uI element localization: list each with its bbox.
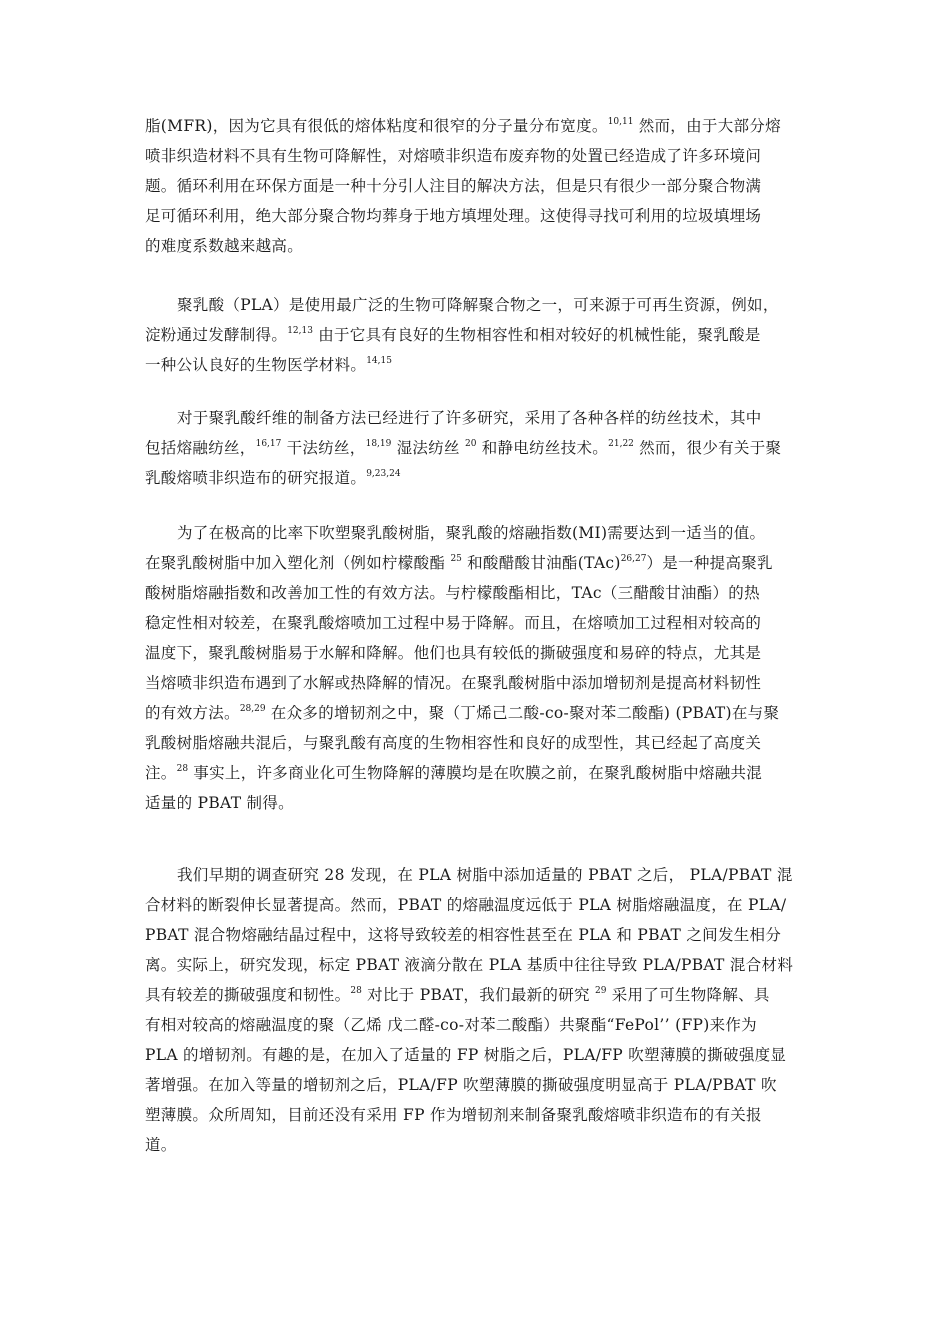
paragraph-1 (145, 111, 810, 261)
text-line (145, 638, 810, 668)
line-text: 具有较差的撕破强度和韧性。 (145, 986, 351, 1004)
text-line (145, 950, 810, 980)
text-line (145, 201, 810, 231)
line-text: 的有效方法。 (145, 704, 240, 722)
text-line (145, 578, 810, 608)
citation-superscript: 28 (176, 764, 189, 774)
text-line (145, 890, 810, 920)
citation-superscript: 26,27 (620, 554, 647, 564)
line-text: 题。循环利用在环保方面是一种十分引人注目的解决方法，但是只有很少一部分聚合物满 (145, 177, 762, 195)
line-text: 乳酸熔喷非织造布的研究报道。 (145, 469, 367, 487)
text-line (145, 518, 810, 548)
citation-superscript: 9,23,24 (366, 469, 401, 479)
text-line (145, 350, 810, 380)
text-line (145, 728, 810, 758)
citation-superscript: 18,19 (365, 439, 392, 449)
line-text: 然而，由于大部分熔 (633, 117, 781, 135)
line-text: 当熔喷非织造布遇到了水解或热降解的情况。在聚乳酸树脂中添加增韧剂是提高材料韧性 (145, 674, 762, 692)
text-line (145, 1040, 810, 1070)
line-text: 对比于 PBAT，我们最新的研究 (361, 986, 596, 1004)
citation-superscript: 12,13 (287, 326, 313, 336)
text-line (145, 433, 810, 463)
line-text: 由于它具有良好的生物相容性和相对较好的机械性能，聚乳酸是 (312, 326, 761, 344)
text-line (145, 860, 810, 890)
paragraph-2 (145, 290, 810, 380)
text-line (145, 403, 810, 433)
line-text: 淀粉通过发酵制得。 (145, 326, 288, 344)
citation-superscript: 20 (465, 439, 477, 449)
line-text: 乳酸树脂熔融共混后，与聚乳酸有高度的生物相容性和良好的成型性，其已经起了高度关 (145, 734, 762, 752)
line-text: PLA 的增韧剂。有趣的是，在加入了适量的 FP 树脂之后，PLA/FP 吹塑薄膜的撕破强度显 (145, 1046, 787, 1064)
text-line (145, 1130, 810, 1160)
paragraph-3 (145, 403, 810, 493)
text-line (145, 608, 810, 638)
text-line (145, 980, 810, 1010)
paragraph-5 (145, 860, 810, 1160)
line-text: 离。实际上，研究发现，标定 PBAT 液滴分散在 PLA 基质中往往导致 PLA/PBAT 混合材料 (145, 956, 794, 974)
line-text: 包括熔融纺丝， (145, 439, 256, 457)
text-line (145, 758, 810, 788)
line-text: 足可循环利用，绝大部分聚合物均葬身于地方填埋处理。这使得寻找可利用的垃圾填埋场 (145, 207, 762, 225)
text-line (145, 111, 810, 141)
line-text: 一种公认良好的生物医学材料。 (145, 356, 367, 374)
citation-superscript: 21,22 (608, 439, 634, 449)
citation-superscript: 16,17 (255, 439, 282, 449)
text-line (145, 788, 810, 818)
line-text: 喷非织造材料不具有生物可降解性，对熔喷非织造布废弃物的处置已经造成了许多环境问 (145, 147, 762, 165)
text-line (145, 1010, 810, 1040)
text-line (145, 231, 810, 261)
line-text: 干法纺丝， (281, 439, 366, 457)
line-text: 在聚乳酸树脂中加入塑化剂（例如柠檬酸酯 (145, 554, 451, 572)
text-line (145, 698, 810, 728)
line-text: 然而，很少有关于聚 (633, 439, 782, 457)
line-text: 著增强。在加入等量的增韧剂之后，PLA/FP 吹塑薄膜的撕破强度明显高于 PLA/PBAT 吹 (145, 1076, 777, 1094)
text-line (145, 171, 810, 201)
line-text: 有相对较高的熔融温度的聚（乙烯 戊二醛-co-对苯二酸酯）共聚酯“FePol’’ (FP)来作为 (145, 1016, 757, 1034)
citation-superscript: 10,11 (607, 117, 634, 127)
paragraph-4 (145, 518, 810, 818)
line-text: 聚乳酸（PLA）是使用最广泛的生物可降解聚合物之一，可来源于可再生资源，例如， (177, 296, 779, 314)
citation-superscript: 25 (450, 554, 462, 564)
line-text: 事实上，许多商业化可生物降解的薄膜均是在吹膜之前，在聚乳酸树脂中熔融共混 (188, 764, 763, 782)
line-text: 塑薄膜。众所周知，目前还没有采用 FP 作为增韧剂来制备聚乳酸熔喷非织造布的有关报 (145, 1106, 762, 1124)
line-text: 湿法纺丝 (391, 439, 466, 457)
text-line (145, 463, 810, 493)
line-text: 脂(MFR)，因为它具有很低的熔体粘度和很窄的分子量分布宽度。 (145, 117, 608, 135)
line-text: 采用了可生物降解、具 (606, 986, 770, 1004)
line-text: 对于聚乳酸纤维的制备方法已经进行了许多研究，采用了各种各样的纺丝技术，其中 (177, 409, 762, 427)
line-text: 适量的 PBAT 制得。 (145, 794, 294, 812)
line-text: 酸树脂熔融指数和改善加工性的有效方法。与柠檬酸酯相比，TAc（三醋酸甘油酯）的热 (145, 584, 760, 602)
line-text: 稳定性相对较差，在聚乳酸熔喷加工过程中易于降解。而且，在熔喷加工过程相对较高的 (145, 614, 762, 632)
line-text: PBAT 混合物熔融结晶过程中，这将导致较差的相容性甚至在 PLA 和 PBAT 之间发生相分 (145, 926, 782, 944)
line-text: 我们早期的调查研究 28 发现，在 PLA 树脂中添加适量的 PBAT 之后， PLA/PBAT 混 (177, 866, 793, 884)
line-text: 注。 (145, 764, 177, 782)
text-line (145, 920, 810, 950)
line-text: 的难度系数越来越高。 (145, 237, 304, 255)
line-text: 合材料的断裂伸长显著提高。然而，PBAT 的熔融温度远低于 PLA 树脂熔融温度，在 PLA/ (145, 896, 787, 914)
line-text: ）是一种提高聚乳 (646, 554, 773, 572)
text-line (145, 290, 810, 320)
citation-superscript: 28,29 (239, 704, 266, 714)
text-line (145, 320, 810, 350)
citation-superscript: 28 (350, 986, 362, 996)
citation-superscript: 29 (595, 986, 607, 996)
line-text: 在众多的增韧剂之中，聚（丁烯己二酸-co-聚对苯二酸酯) (PBAT)在与聚 (265, 704, 780, 722)
text-line (145, 548, 810, 578)
text-line (145, 1070, 810, 1100)
text-line (145, 1100, 810, 1130)
line-text: 道。 (145, 1136, 177, 1154)
text-line (145, 141, 810, 171)
citation-superscript: 14,15 (366, 356, 392, 366)
line-text: 和静电纺丝技术。 (476, 439, 609, 457)
line-text: 为了在极高的比率下吹塑聚乳酸树脂，聚乳酸的熔融指数(MI)需要达到一适当的值。 (177, 524, 766, 542)
line-text: 温度下，聚乳酸树脂易于水解和降解。他们也具有较低的撕破强度和易碎的特点，尤其是 (145, 644, 762, 662)
line-text: 和酸醋酸甘油酯(TAc) (461, 554, 621, 572)
text-line (145, 668, 810, 698)
